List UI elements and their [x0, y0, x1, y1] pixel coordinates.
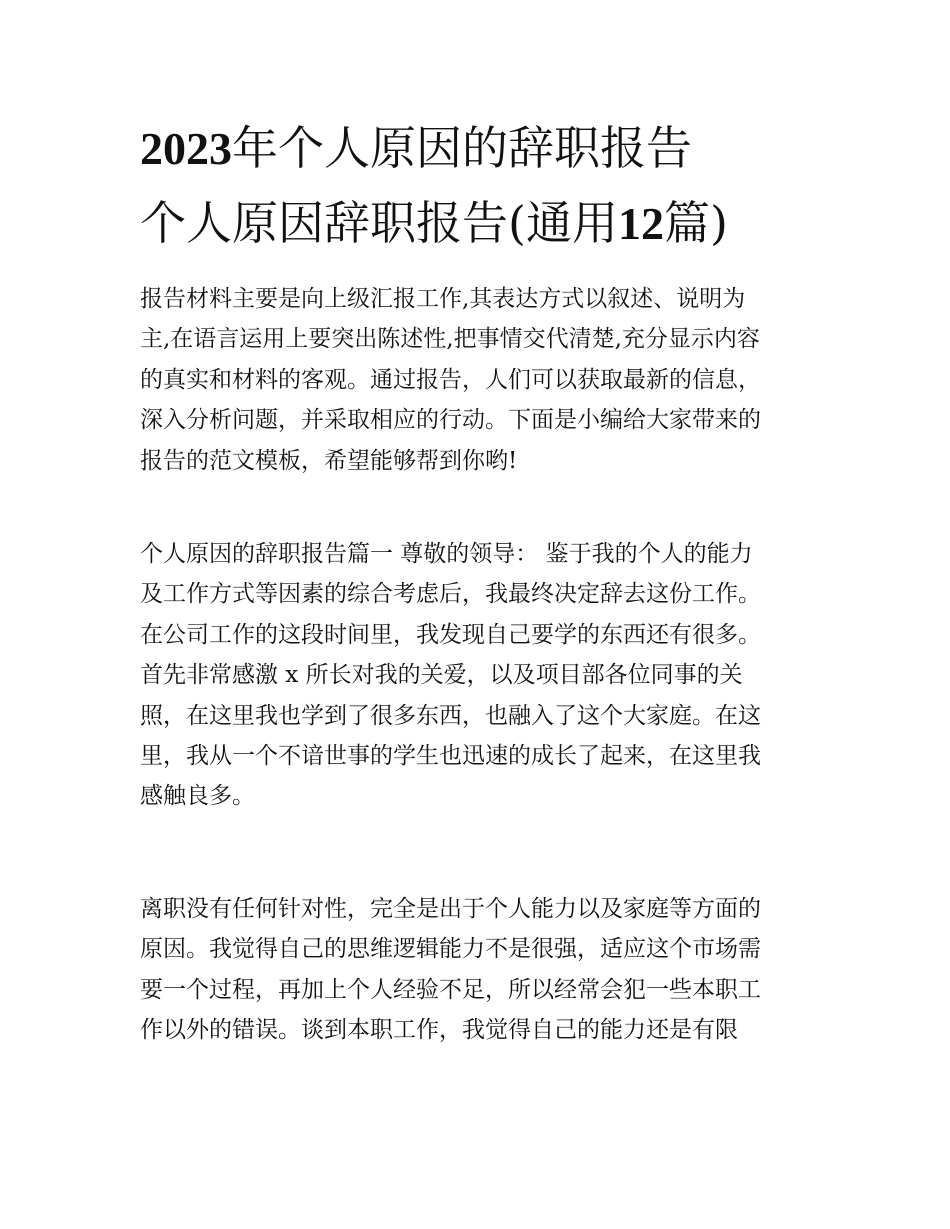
title-text: 年个人原因的辞职报告 — [232, 121, 692, 175]
paragraph-line: 照，在这里我也学到了很多东西，也融入了这个大家庭。在这 — [140, 702, 761, 729]
paragraph-line: 作以外的错误。谈到本职工作，我觉得自己的能力还是有限 — [140, 1017, 738, 1044]
paragraph-report-one — [140, 534, 820, 817]
paragraph-line: 深入分析问题，并采取相应的行动。下面是小编给大家带来的 — [140, 407, 761, 434]
subtitle-number: 12 — [617, 198, 664, 249]
paragraph-line: 在公司工作的这段时间里，我发现自己要学的东西还有很多。 — [140, 621, 761, 648]
paragraph-line: 报告的范文模板，希望能够帮到你哟! — [140, 447, 518, 474]
subtitle-text-b: 篇) — [663, 196, 728, 250]
paragraph-line: 首先非常感激 x 所长对我的关爱，以及项目部各位同事的关 — [140, 662, 743, 689]
paragraph-line: 主,在语言运用上要突出陈述性,把事情交代清楚,充分显示内容 — [140, 326, 760, 353]
paragraph-line: 及工作方式等因素的综合考虑后，我最终决定辞去这份工作。 — [140, 581, 761, 608]
document-title-line-1 — [140, 120, 840, 177]
paragraph-intro — [140, 279, 820, 481]
paragraph-line: 感触良多。 — [140, 783, 255, 810]
title-year: 2023 — [140, 123, 232, 174]
paragraph-line: 离职没有任何针对性，完全是出于个人能力以及家庭等方面的 — [140, 896, 761, 922]
paragraph-line: 的真实和材料的客观。通过报告，人们可以获取最新的信息， — [140, 366, 761, 393]
subtitle-text-a: 个人原因辞职报告(通用 — [140, 196, 618, 250]
paragraph-line: 要一个过程，再加上个人经验不足，所以经常会犯一些本职工 — [140, 976, 761, 1003]
paragraph-line: 个人原因的辞职报告篇一 尊敬的领导： 鉴于我的个人的能力 — [140, 541, 753, 567]
paragraph-line: 报告材料主要是向上级汇报工作,其表达方式以叙述、说明为 — [140, 286, 746, 312]
document-title-line-2 — [140, 195, 840, 252]
paragraph-reasons — [140, 889, 820, 1051]
paragraph-line: 原因。我觉得自己的思维逻辑能力不是很强，适应这个市场需 — [140, 936, 761, 963]
paragraph-line: 里，我从一个不谙世事的学生也迅速的成长了起来，在这里我 — [140, 742, 761, 769]
